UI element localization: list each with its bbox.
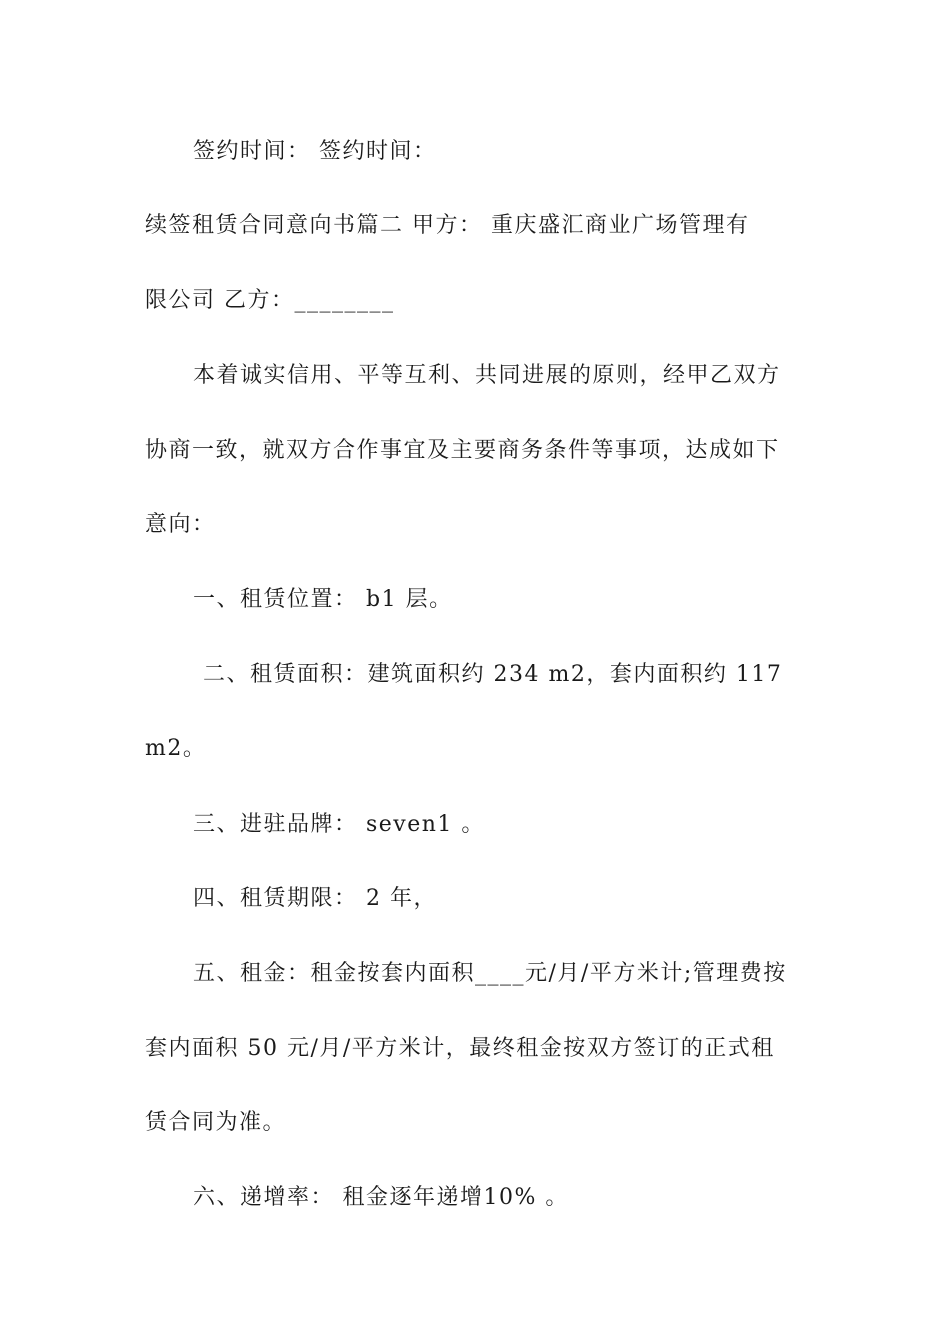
clause-increase-rate: 六、递增率： 租金逐年递增10% 。: [193, 1185, 569, 1210]
clause-rent-line-3: 赁合同为准。: [145, 1110, 287, 1135]
clause-rent-line-1: 五、租金：租金按套内面积____元/月/平方米计;管理费按: [193, 961, 787, 986]
clause-term: 四、租赁期限： 2 年，: [193, 886, 437, 911]
clause-area-line-1: 二、租赁面积：建筑面积约 234 m2，套内面积约 117: [203, 662, 783, 687]
title-party-a-line: 续签租赁合同意向书篇二 甲方： 重庆盛汇商业广场管理有: [145, 213, 750, 238]
clause-location: 一、租赁位置： b1 层。: [193, 587, 453, 612]
signing-time-line: 签约时间： 签约时间：: [193, 139, 437, 164]
clause-brand: 三、进驻品牌： seven1 。: [193, 812, 485, 837]
clause-area-line-2: m2。: [145, 736, 207, 761]
party-b-line: 限公司 乙方：________: [145, 288, 395, 313]
preamble-line-3: 意向：: [145, 512, 216, 537]
preamble-line-1: 本着诚实信用、平等互利、共同进展的原则，经甲乙双方: [193, 363, 781, 388]
preamble-line-2: 协商一致，就双方合作事宜及主要商务条件等事项，达成如下: [145, 438, 780, 463]
clause-rent-line-2: 套内面积 50 元/月/平方米计，最终租金按双方签订的正式租: [145, 1036, 775, 1061]
